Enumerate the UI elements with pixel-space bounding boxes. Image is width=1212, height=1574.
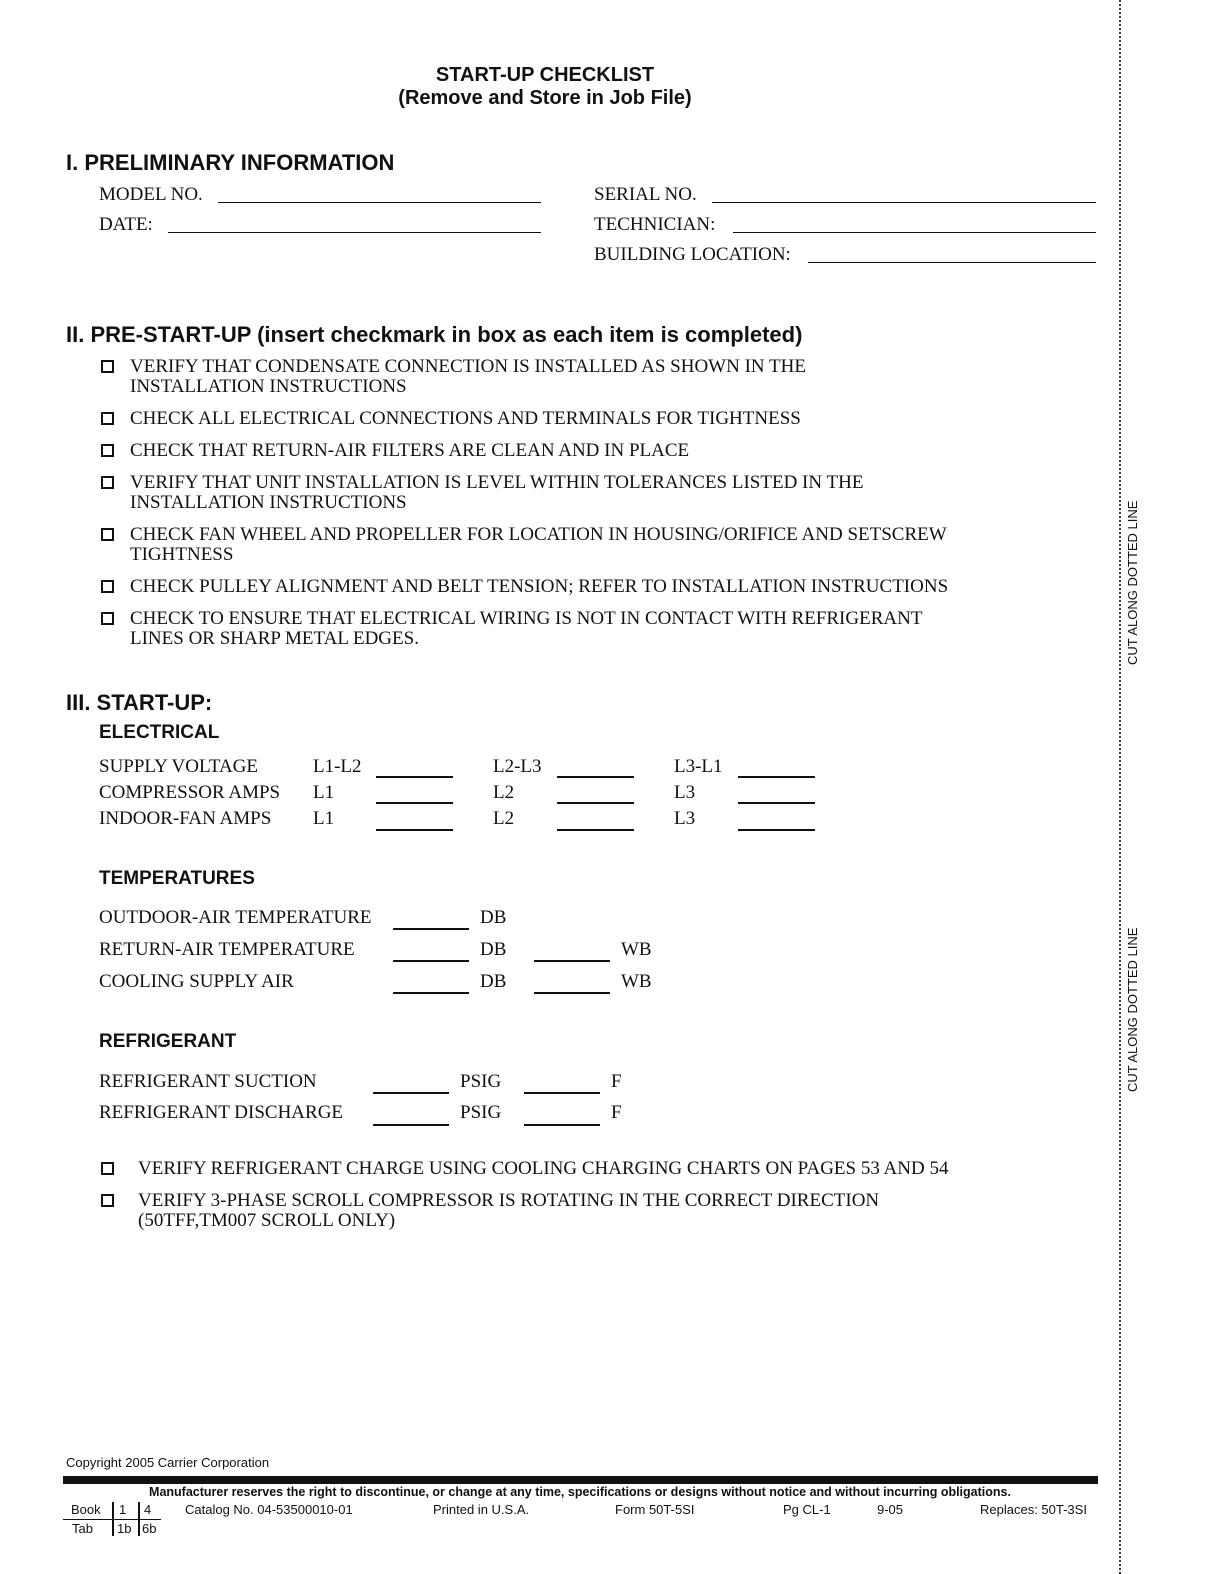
return-air-wb-unit: WB xyxy=(621,939,652,960)
compressor-amps-l1-field[interactable] xyxy=(376,802,453,804)
model-no-label: MODEL NO. xyxy=(99,184,203,205)
indoor-fan-amps-a-label: L1 xyxy=(313,808,335,829)
compressor-amps-l3-field[interactable] xyxy=(738,802,815,804)
serial-no-field[interactable] xyxy=(712,202,1096,203)
suction-psig-unit: PSIG xyxy=(460,1071,502,1092)
checkbox-prestart-2[interactable] xyxy=(101,412,114,425)
compressor-amps-a-label: L1 xyxy=(313,782,335,803)
form-number: Form 50T-5SI xyxy=(615,1502,695,1517)
printed-in: Printed in U.S.A. xyxy=(433,1502,530,1517)
indoor-fan-amps-l1-field[interactable] xyxy=(376,829,453,831)
footer-notice: Manufacturer reserves the right to discontinue, or change at any time, specifications or designs without notice and without incurring obligations. xyxy=(149,1485,1011,1499)
replaces: Replaces: 50T-3SI xyxy=(980,1502,1087,1517)
return-air-db-unit: DB xyxy=(480,939,507,960)
return-air-temp-label: RETURN-AIR TEMPERATURE xyxy=(99,939,355,960)
refrigerant-discharge-label: REFRIGERANT DISCHARGE xyxy=(99,1102,344,1123)
building-location-label: BUILDING LOCATION: xyxy=(594,244,791,265)
date-label: DATE: xyxy=(99,214,153,235)
technician-label: TECHNICIAN: xyxy=(594,214,716,235)
cooling-supply-db-unit: DB xyxy=(480,971,507,992)
cooling-supply-wb-unit: WB xyxy=(621,971,652,992)
prestart-item-4: VERIFY THAT UNIT INSTALLATION IS LEVEL WITHIN TOLERANCES LISTED IN THE INSTALLATION INSTRUCTIONS xyxy=(130,472,864,513)
tab-label: Tab xyxy=(72,1521,93,1536)
discharge-psig-field[interactable] xyxy=(373,1124,449,1126)
cooling-supply-db-field[interactable] xyxy=(393,992,469,994)
book-tab-col-1 xyxy=(112,1502,114,1536)
tab-number-1: 1b xyxy=(117,1521,132,1536)
indoor-fan-amps-l2-field[interactable] xyxy=(557,829,634,831)
catalog-number: Catalog No. 04-53500010-01 xyxy=(185,1502,353,1517)
tab-number-2: 6b xyxy=(142,1521,157,1536)
section-1-heading: I. PRELIMINARY INFORMATION xyxy=(66,150,395,175)
model-no-field[interactable] xyxy=(218,202,541,203)
outdoor-air-db-unit: DB xyxy=(480,907,507,928)
checkbox-prestart-3[interactable] xyxy=(101,444,114,457)
checkbox-prestart-1[interactable] xyxy=(101,360,114,373)
cooling-supply-wb-field[interactable] xyxy=(534,992,610,994)
checkbox-verify-charge[interactable] xyxy=(101,1162,114,1175)
supply-voltage-l2l3-field[interactable] xyxy=(557,776,634,778)
page-number: Pg CL-1 xyxy=(783,1502,831,1517)
date-field[interactable] xyxy=(168,232,541,233)
compressor-amps-label: COMPRESSOR AMPS xyxy=(99,782,281,803)
page-title: START-UP CHECKLIST xyxy=(435,64,655,86)
book-number-2: 4 xyxy=(144,1502,152,1517)
supply-voltage-c-label: L3-L1 xyxy=(674,756,723,777)
prestart-item-5: CHECK FAN WHEEL AND PROPELLER FOR LOCATION IN HOUSING/ORIFICE AND SETSCREW TIGHTNESS xyxy=(130,524,947,565)
refrigerant-suction-label: REFRIGERANT SUCTION xyxy=(99,1071,317,1092)
checkbox-prestart-5[interactable] xyxy=(101,528,114,541)
page-subtitle: (Remove and Store in Job File) xyxy=(398,87,692,109)
book-label: Book xyxy=(71,1502,101,1517)
prestart-item-6: CHECK PULLEY ALIGNMENT AND BELT TENSION; REFER TO INSTALLATION INSTRUCTIONS xyxy=(130,576,949,597)
discharge-psig-unit: PSIG xyxy=(460,1102,502,1123)
compressor-amps-l2-field[interactable] xyxy=(557,802,634,804)
prestart-item-2: CHECK ALL ELECTRICAL CONNECTIONS AND TERMINALS FOR TIGHTNESS xyxy=(130,408,801,429)
supply-voltage-l3l1-field[interactable] xyxy=(738,776,815,778)
cut-dotted-line xyxy=(1119,0,1121,1574)
discharge-f-unit: F xyxy=(611,1102,622,1123)
prestart-item-3: CHECK THAT RETURN-AIR FILTERS ARE CLEAN AND IN PLACE xyxy=(130,440,690,461)
building-location-field[interactable] xyxy=(808,262,1096,263)
print-date: 9-05 xyxy=(877,1502,904,1517)
outdoor-air-temp-label: OUTDOOR-AIR TEMPERATURE xyxy=(99,907,372,928)
suction-psig-field[interactable] xyxy=(373,1092,449,1094)
prestart-item-1: VERIFY THAT CONDENSATE CONNECTION IS INSTALLED AS SHOWN IN THE INSTALLATION INSTRUCTIONS xyxy=(130,356,806,397)
cooling-supply-air-label: COOLING SUPPLY AIR xyxy=(99,971,294,992)
cut-line-label-1: CUT ALONG DOTTED LINE xyxy=(1125,500,1140,665)
supply-voltage-b-label: L2-L3 xyxy=(493,756,542,777)
compressor-amps-b-label: L2 xyxy=(493,782,515,803)
suction-f-field[interactable] xyxy=(524,1092,600,1094)
outdoor-air-db-field[interactable] xyxy=(393,928,469,930)
supply-voltage-a-label: L1-L2 xyxy=(313,756,362,777)
checkbox-prestart-7[interactable] xyxy=(101,612,114,625)
temperatures-heading: TEMPERATURES xyxy=(99,868,255,889)
book-number-1: 1 xyxy=(119,1502,127,1517)
book-tab-col-2 xyxy=(138,1502,140,1536)
indoor-fan-amps-b-label: L2 xyxy=(493,808,515,829)
section-3-heading: III. START-UP: xyxy=(66,690,213,715)
checkbox-prestart-6[interactable] xyxy=(101,580,114,593)
verify-charge-item: VERIFY REFRIGERANT CHARGE USING COOLING CHARGING CHARTS ON PAGES 53 AND 54 xyxy=(138,1158,949,1179)
supply-voltage-label: SUPPLY VOLTAGE xyxy=(99,756,258,777)
checkbox-prestart-4[interactable] xyxy=(101,476,114,489)
indoor-fan-amps-l3-field[interactable] xyxy=(738,829,815,831)
cut-line-label-2: CUT ALONG DOTTED LINE xyxy=(1125,927,1140,1092)
electrical-heading: ELECTRICAL xyxy=(99,722,220,743)
footer-rule xyxy=(63,1476,1098,1484)
refrigerant-heading: REFRIGERANT xyxy=(99,1031,237,1052)
prestart-item-7: CHECK TO ENSURE THAT ELECTRICAL WIRING IS NOT IN CONTACT WITH REFRIGERANT LINES OR SHARP METAL EDGES. xyxy=(130,608,923,649)
section-2-heading: II. PRE-START-UP (insert checkmark in box as each item is completed) xyxy=(66,322,803,347)
discharge-f-field[interactable] xyxy=(524,1124,600,1126)
indoor-fan-amps-label: INDOOR-FAN AMPS xyxy=(99,808,272,829)
return-air-wb-field[interactable] xyxy=(534,960,610,962)
supply-voltage-l1l2-field[interactable] xyxy=(376,776,453,778)
return-air-db-field[interactable] xyxy=(393,960,469,962)
technician-field[interactable] xyxy=(733,232,1096,233)
compressor-amps-c-label: L3 xyxy=(674,782,696,803)
serial-no-label: SERIAL NO. xyxy=(594,184,697,205)
indoor-fan-amps-c-label: L3 xyxy=(674,808,696,829)
checkbox-verify-rotation[interactable] xyxy=(101,1194,114,1207)
suction-f-unit: F xyxy=(611,1071,622,1092)
verify-rotation-item: VERIFY 3-PHASE SCROLL COMPRESSOR IS ROTATING IN THE CORRECT DIRECTION (50TFF,TM007 SCROLL ONLY) xyxy=(138,1190,880,1231)
copyright: Copyright 2005 Carrier Corporation xyxy=(66,1455,270,1470)
